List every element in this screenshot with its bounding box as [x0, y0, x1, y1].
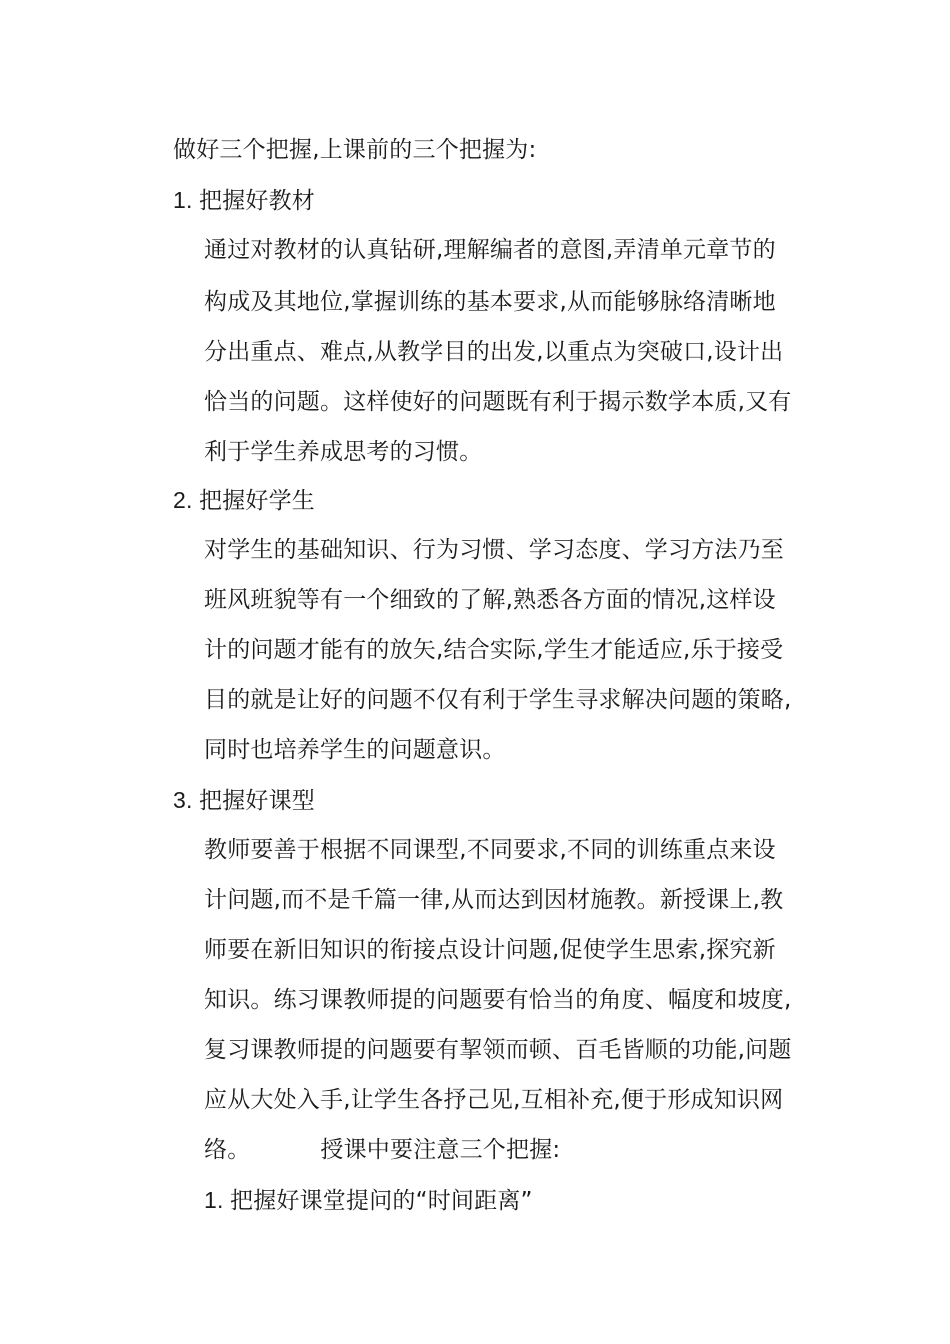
section-1-line: 通过对教材的认真钻研,理解编者的意图,弄清单元章节的 [204, 237, 776, 263]
section-3-last-line-start: 络。 [204, 1137, 251, 1163]
subsection-1-title: 把握好课堂提问的“时间距离” [230, 1188, 533, 1214]
section-1-line: 分出重点、难点,从教学目的出发,以重点为突破口,设计出 [204, 339, 784, 365]
section-3-heading [173, 784, 315, 817]
section-2-number: 2. [173, 487, 193, 513]
section-3-line: 教师要善于根据不同课型,不同要求,不同的训练重点来设 [204, 837, 776, 863]
subsection-1-number: 1. [204, 1187, 224, 1213]
section-2-line: 计的问题才能有的放矢,结合实际,学生才能适应,乐于接受 [204, 637, 784, 663]
subsection-1-heading [204, 1184, 533, 1217]
section-3-last-line [204, 1134, 560, 1166]
section-3-line: 知识。练习课教师提的问题要有恰当的角度、幅度和坡度, [204, 987, 792, 1013]
section-2-line: 班风班貌等有一个细致的了解,熟悉各方面的情况,这样设 [204, 587, 776, 613]
section-1-line: 构成及其地位,掌握训练的基本要求,从而能够脉络清晰地 [204, 289, 776, 315]
section-2-heading [173, 484, 315, 517]
section-3-line: 应从大处入手,让学生各抒己见,互相补充,便于形成知识网 [204, 1087, 784, 1113]
section-1-heading [173, 184, 315, 217]
section-2-title: 把握好学生 [199, 488, 315, 514]
section-1-line: 恰当的问题。这样使好的问题既有利于揭示数学本质,又有 [204, 389, 792, 415]
section-2-line: 目的就是让好的问题不仅有利于学生寻求解决问题的策略, [204, 687, 792, 713]
section-3-line: 师要在新旧知识的衔接点设计问题,促使学生思索,探究新 [204, 937, 776, 963]
section-1-line: 利于学生养成思考的习惯。 [204, 439, 483, 465]
intro-line: 做好三个把握,上课前的三个把握为: [173, 137, 537, 163]
section-3-last-line-end: 授课中要注意三个把握: [320, 1137, 561, 1163]
section-1-number: 1. [173, 187, 193, 213]
section-2-line: 同时也培养学生的问题意识。 [204, 737, 506, 763]
section-1-title: 把握好教材 [199, 188, 315, 214]
section-3-title: 把握好课型 [199, 788, 315, 814]
section-2-line: 对学生的基础知识、行为习惯、学习态度、学习方法乃至 [204, 537, 784, 563]
section-3-line: 复习课教师提的问题要有挈领而顿、百毛皆顺的功能,问题 [204, 1037, 792, 1063]
section-3-line: 计问题,而不是千篇一律,从而达到因材施教。新授课上,教 [204, 887, 784, 913]
section-3-number: 3. [173, 787, 193, 813]
